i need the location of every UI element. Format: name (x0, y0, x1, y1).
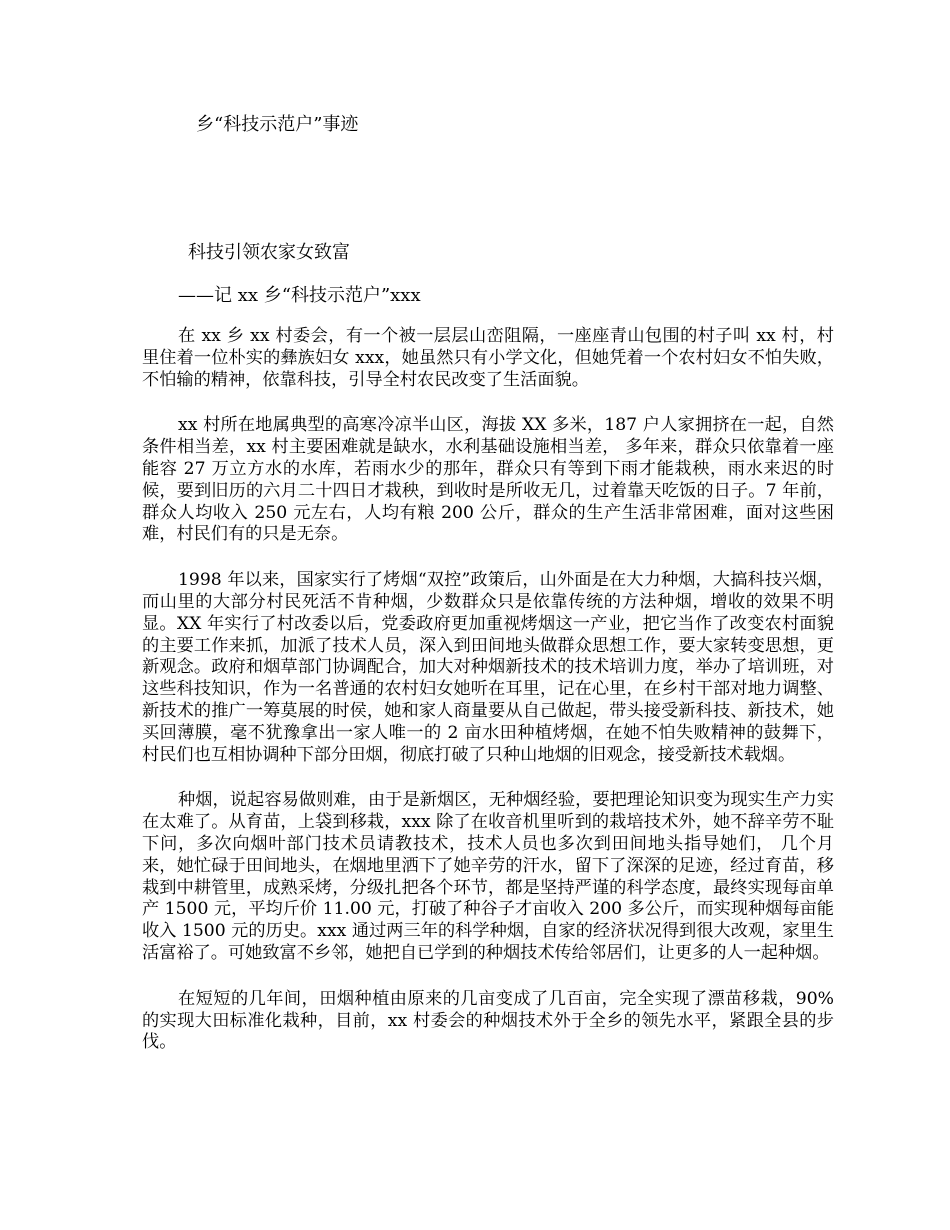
document-title: 乡“科技示范户”事迹 (196, 114, 359, 135)
paragraph-3: 1998 年以来，国家实行了烤烟“双控”政策后，山外面是在大力种烟，大搞科技兴烟，而山里的大部分村民死活不肯种烟，少数群众只是依靠传统的方法种烟，增收的效果不明显。XX 年实行了村改委以后，党委政府更加重视烤烟这一产业，把它当作了改变农村面貌的主要工作来抓，加派了技术人员，深入到田间地头做群众思想工作，要大家转变思想，更新观念。政府和烟草部门协调配合，加大对种烟新技术的技术培训力度，举办了培训班，对这些科技知识，作为一名普通的农村妇女她听在耳里，记在心里，在乡村干部对地力调整、新技术的推广一筹莫展的时侯，她和家人商量要从自己做起，带头接受新科技、新技术，她买回薄膜，毫不犹豫拿出一家人唯一的 2 亩水田种植烤烟，在她不怕失败精神的鼓舞下，村民们也互相协调种下部分田烟，彻底打破了只种山地烟的旧观念，接受新技术载烟。 (142, 570, 834, 765)
paragraph-2: xx 村所在地属典型的高寒冷凉半山区，海拔 XX 多米，187 户人家拥挤在一起，自然条件相当差，xx 村主要困难就是缺水，水利基础设施相当差， 多年来，群众只依靠着一座能容 27 万立方水的水库，若雨水少的那年，群众只有等到下雨才能栽秧，雨水来迟的时候，要到旧历的六月二十四日才栽秧，到收时是所收无几，过着靠天吃饭的日子。7 年前，群众人均收入 250 元左右，人均有粮 200 公斤，群众的生产生活非常困难，面对这些困难，村民们有的只是无奈。 (142, 415, 834, 545)
paragraph-4: 种烟，说起容易做则难，由于是新烟区，无种烟经验，要把理论知识变为现实生产力实在太难了。从育苗，上袋到移栽，xxx 除了在收音机里听到的栽培技术外，她不辞辛劳不耻下问，多次向烟叶部门技术员请教技术，技术人员也多次到田间地头指导她们， 几个月来，她忙碌于田间地头，在烟地里洒下了她辛劳的汗水，留下了深深的足迹，经过育苗，移栽到中耕管里，成熟采烤，分级扎把各个环节，都是坚持严谨的科学态度，最终实现每亩单产 1500 元，平均斤价 11.00 元，打破了种谷子才亩收入 200 多公斤，而实现种烟每亩能收入 1500 元的历史。xxx 通过两三年的科学种烟，自家的经济状况得到很大改观，家里生活富裕了。可她致富不乡邻，她把自已学到的种烟技术传给邻居们，让更多的人一起种烟。 (142, 790, 834, 963)
paragraph-1: 在 xx 乡 xx 村委会，有一个被一层层山峦阻隔，一座座青山包围的村子叫 xx 村，村里住着一位朴实的彝族妇女 xxx，她虽然只有小学文化，但她凭着一个农村妇女不怕失败，不怕输的精神，依靠科技，引导全村农民改变了生活面貌。 (142, 326, 834, 390)
article-subtitle: 科技引领农家女致富 (188, 242, 350, 263)
paragraph-5: 在短短的几年间，田烟种植由原来的几亩变成了几百亩，完全实现了漂苗移栽，90%的实现大田标准化栽种，目前，xx 村委会的种烟技术外于全乡的领先水平，紧跟全县的步伐。 (142, 988, 834, 1053)
article-byline: ——记 xx 乡“科技示范户”xxx (178, 285, 421, 306)
article-body (142, 326, 834, 1078)
